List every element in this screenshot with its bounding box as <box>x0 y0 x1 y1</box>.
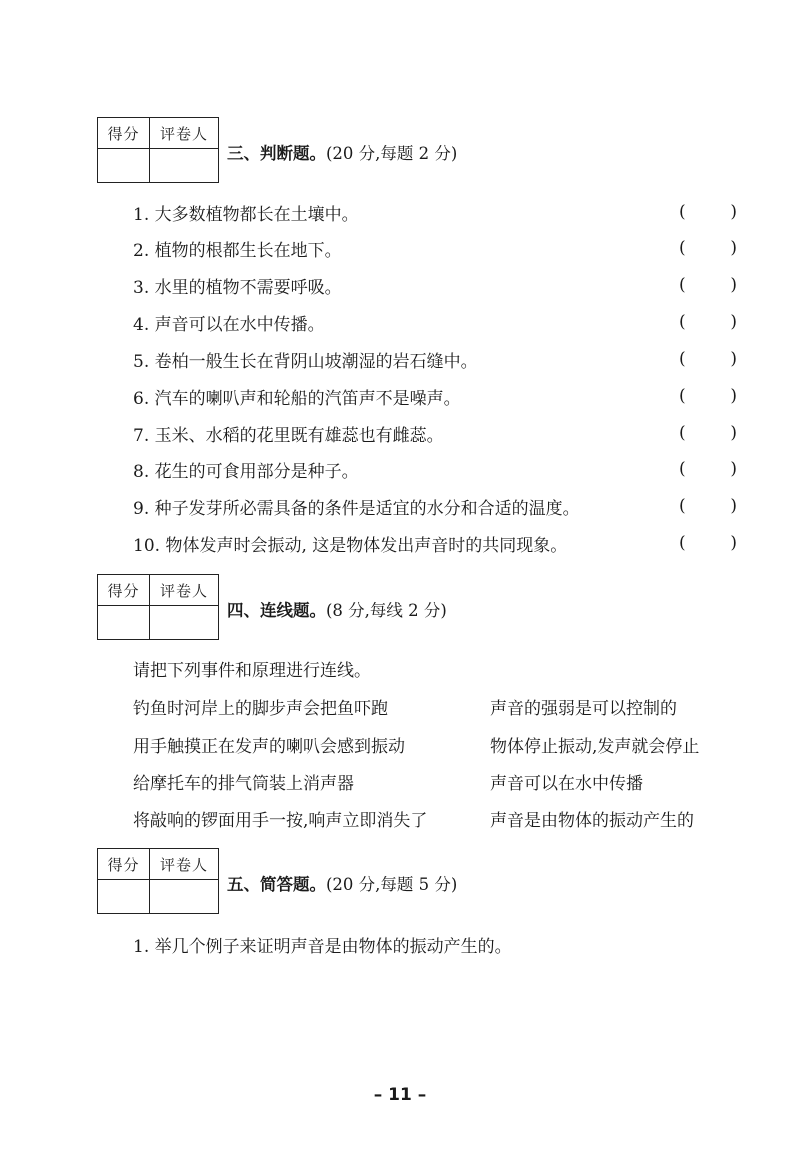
score-cell[interactable] <box>98 880 150 913</box>
section5-title <box>227 871 457 895</box>
score-cell[interactable] <box>98 149 150 182</box>
section5-points: (20 分,每题 5 分) <box>326 875 458 894</box>
judge-question-text: 4. 声音可以在水中传播。 <box>133 314 325 335</box>
answer-blank[interactable]: ( ) <box>679 496 737 516</box>
judge-question-text: 5. 卷柏一般生长在背阴山坡潮湿的岩石缝中。 <box>133 351 478 372</box>
match-row-3 <box>133 769 733 795</box>
score-cell[interactable] <box>98 606 150 639</box>
section4-heading: 四、连线题。 <box>227 601 326 620</box>
grader-cell[interactable] <box>150 606 218 639</box>
score-box-section5 <box>97 848 219 914</box>
answer-blank[interactable]: ( ) <box>679 275 737 295</box>
match-principle[interactable]: 声音是由物体的振动产生的 <box>490 811 694 831</box>
judge-question-text: 3. 水里的植物不需要呼吸。 <box>133 277 342 298</box>
grader-cell[interactable] <box>150 880 218 913</box>
score-label: 得分 <box>98 575 150 606</box>
match-event[interactable]: 用手触摸正在发声的喇叭会感到振动 <box>133 737 405 757</box>
judge-question-9 <box>133 493 737 519</box>
answer-blank[interactable]: ( ) <box>679 349 737 369</box>
answer-blank[interactable]: ( ) <box>679 423 737 443</box>
match-row-4 <box>133 806 733 832</box>
section4-points: (8 分,每线 2 分) <box>326 601 447 620</box>
answer-blank[interactable]: ( ) <box>679 202 737 222</box>
match-row-1 <box>133 694 733 720</box>
section3-points: (20 分,每题 2 分) <box>326 144 458 163</box>
grader-label: 评卷人 <box>150 849 218 880</box>
judge-question-10 <box>133 530 737 556</box>
match-principle[interactable]: 物体停止振动,发声就会停止 <box>490 737 700 757</box>
judge-question-text: 8. 花生的可食用部分是种子。 <box>133 461 359 482</box>
section5-heading: 五、简答题。 <box>227 875 326 894</box>
section4-title <box>227 597 447 621</box>
section3-title <box>227 140 457 164</box>
answer-blank[interactable]: ( ) <box>679 533 737 553</box>
judge-question-2 <box>133 235 737 261</box>
answer-blank[interactable]: ( ) <box>679 312 737 332</box>
grader-cell[interactable] <box>150 149 218 182</box>
judge-question-3 <box>133 272 737 298</box>
match-principle[interactable]: 声音的强弱是可以控制的 <box>490 699 677 719</box>
judge-question-text: 9. 种子发芽所必需具备的条件是适宜的水分和合适的温度。 <box>133 498 580 519</box>
judge-question-4 <box>133 309 737 335</box>
judge-question-6 <box>133 383 737 409</box>
answer-blank[interactable]: ( ) <box>679 386 737 406</box>
section3-heading: 三、判断题。 <box>227 144 326 163</box>
page-number: – 11 – <box>373 1085 427 1105</box>
score-label: 得分 <box>98 118 150 149</box>
judge-question-text: 2. 植物的根都生长在地下。 <box>133 240 342 261</box>
matching-instructions: 请把下列事件和原理进行连线。 <box>133 661 371 681</box>
judge-question-text: 6. 汽车的喇叭声和轮船的汽笛声不是噪声。 <box>133 388 461 409</box>
judge-question-7 <box>133 420 737 446</box>
judge-question-text: 10. 物体发声时会振动, 这是物体发出声音时的共同现象。 <box>133 535 568 556</box>
match-event[interactable]: 给摩托车的排气筒装上消声器 <box>133 774 354 794</box>
short-answer-question-1: 1. 举几个例子来证明声音是由物体的振动产生的。 <box>133 937 512 957</box>
match-event[interactable]: 钓鱼时河岸上的脚步声会把鱼吓跑 <box>133 699 388 719</box>
score-box-section4 <box>97 574 219 640</box>
match-principle[interactable]: 声音可以在水中传播 <box>490 774 643 794</box>
grader-label: 评卷人 <box>150 118 218 149</box>
match-event[interactable]: 将敲响的锣面用手一按,响声立即消失了 <box>133 811 428 831</box>
answer-blank[interactable]: ( ) <box>679 238 737 258</box>
match-row-2 <box>133 732 733 758</box>
judge-question-5 <box>133 346 737 372</box>
judge-question-8 <box>133 456 737 482</box>
judge-question-1 <box>133 199 737 225</box>
judge-question-text: 1. 大多数植物都长在土壤中。 <box>133 204 359 225</box>
judge-question-text: 7. 玉米、水稻的花里既有雄蕊也有雌蕊。 <box>133 425 444 446</box>
score-box-section3 <box>97 117 219 183</box>
answer-blank[interactable]: ( ) <box>679 459 737 479</box>
grader-label: 评卷人 <box>150 575 218 606</box>
score-label: 得分 <box>98 849 150 880</box>
